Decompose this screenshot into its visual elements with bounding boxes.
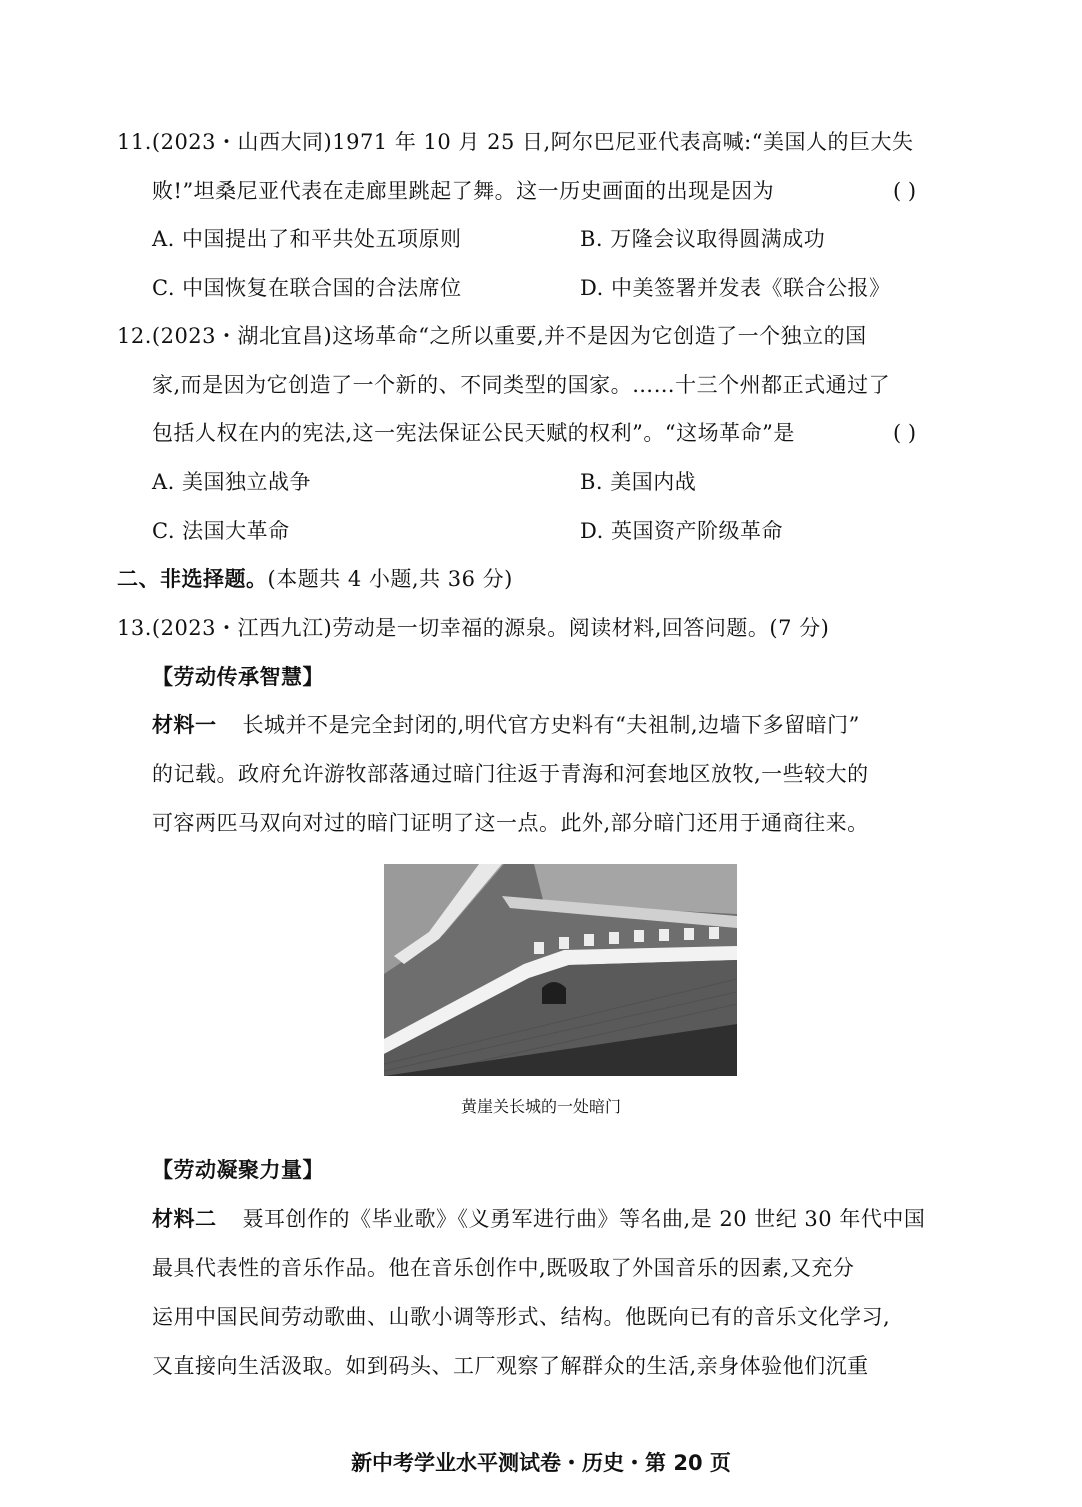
- q12-answer-blank: ( ): [893, 421, 917, 445]
- page-footer: 新中考学业水平测试卷・历史・第 20 页: [351, 1451, 731, 1475]
- material-2-label: 材料二: [152, 1207, 217, 1231]
- q12-stem-line2: 家,而是因为它创造了一个新的、不同类型的国家。……十三个州都正式通过了: [152, 373, 891, 397]
- q13-heading-2: 【劳动凝聚力量】: [152, 1158, 324, 1182]
- q12-stem-line3: 包括人权在内的宪法,这一宪法保证公民天赋的权利”。“这场革命”是: [152, 421, 795, 445]
- material-2-line2: 最具代表性的音乐作品。他在音乐创作中,既吸取了外国音乐的因素,又充分: [152, 1256, 855, 1280]
- q11-option-c: C. 中国恢复在联合国的合法席位: [152, 276, 462, 300]
- q11-option-d: D. 中美签署并发表《联合公报》: [580, 276, 891, 300]
- photo-caption: 黄崖关长城的一处暗门: [460, 1097, 621, 1116]
- q12-option-b: B. 美国内战: [580, 470, 697, 494]
- material-1-label: 材料一: [152, 713, 217, 737]
- q12-option-c: C. 法国大革命: [152, 519, 290, 543]
- material-1-line3: 可容两匹马双向对过的暗门证明了这一点。此外,部分暗门还用于通商往来。: [152, 811, 869, 835]
- section-note: (本题共 4 小题,共 36 分): [267, 567, 513, 591]
- q13-heading-1: 【劳动传承智慧】: [152, 665, 324, 689]
- material-1-text: 长城并不是完全封闭的,明代官方史料有“夫祖制,边墙下多留暗门”: [242, 713, 860, 737]
- section-title: 二、非选择题。: [117, 567, 268, 591]
- material-2-line4: 又直接向生活汲取。如到码头、工厂观察了解群众的生活,亲身体验他们沉重: [152, 1354, 869, 1378]
- q11-stem-line1: 11.(2023・山西大同)1971 年 10 月 25 日,阿尔巴尼亚代表高喊:“美国人的巨大失: [117, 130, 914, 154]
- material-2-line1: [152, 1204, 925, 1234]
- material-2-text: 聂耳创作的《毕业歌》《义勇军进行曲》等名曲,是 20 世纪 30 年代中国: [242, 1207, 926, 1231]
- q11-option-b: B. 万隆会议取得圆满成功: [580, 227, 826, 251]
- section-heading: [117, 564, 513, 594]
- q11-option-a: A. 中国提出了和平共处五项原则: [152, 227, 462, 251]
- material-2-line3: 运用中国民间劳动歌曲、山歌小调等形式、结构。他既向已有的音乐文化学习,: [152, 1305, 891, 1329]
- q11-answer-blank: ( ): [893, 179, 917, 203]
- great-wall-illustration: [384, 864, 737, 1076]
- q12-option-d: D. 英国资产阶级革命: [580, 519, 783, 543]
- q11-stem-line2: 败!”坦桑尼亚代表在走廊里跳起了舞。这一历史画面的出现是因为: [152, 179, 775, 203]
- great-wall-photo: [384, 864, 737, 1076]
- q12-option-a: A. 美国独立战争: [152, 470, 312, 494]
- q13-stem: 13.(2023・江西九江)劳动是一切幸福的源泉。阅读材料,回答问题。(7 分): [117, 616, 830, 640]
- material-1-line1: [152, 710, 860, 740]
- q12-stem-line1: 12.(2023・湖北宜昌)这场革命“之所以重要,并不是因为它创造了一个独立的国: [117, 324, 867, 348]
- material-1-line2: 的记载。政府允许游牧部落通过暗门往返于青海和河套地区放牧,一些较大的: [152, 762, 869, 786]
